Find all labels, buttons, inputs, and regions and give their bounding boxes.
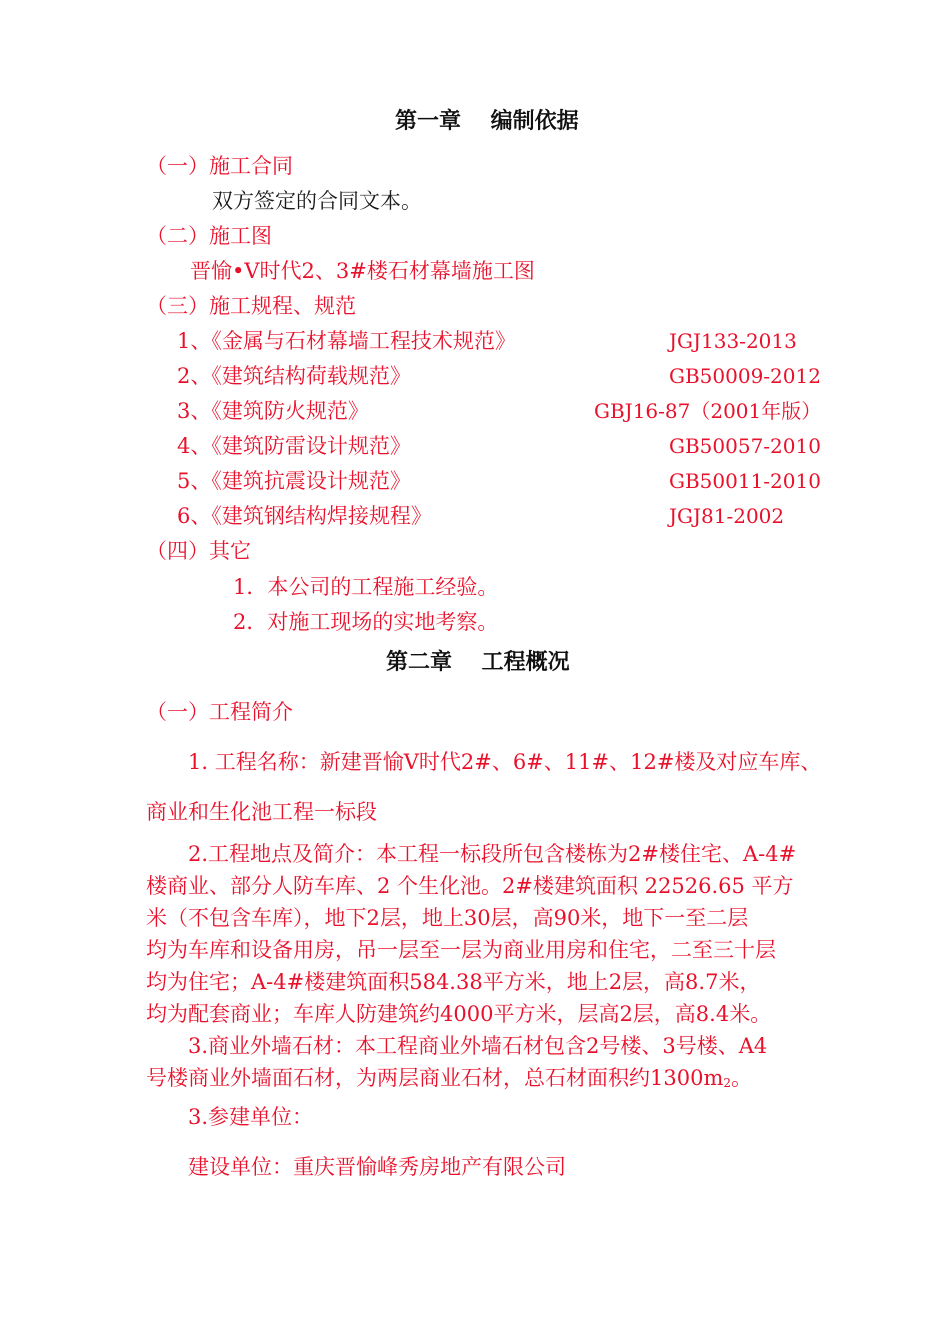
stone-line-text: 号楼商业外墙面石材，为两层商业石材，总石材面积约1300m	[146, 1066, 724, 1090]
standard-code: JGJ81-2002	[669, 504, 785, 528]
chapter-2-title: 第二章 工程概况	[386, 649, 570, 675]
standard-code: GB50057-2010	[669, 434, 821, 458]
standard-code: GB50009-2012	[669, 364, 821, 388]
other-item: 1．本公司的工程施工经验。	[233, 575, 499, 599]
standard-name: 2、《建筑结构荷载规范》	[177, 364, 411, 388]
section-1-body: 双方签定的合同文本。	[212, 189, 422, 213]
stone-line-end: 。	[731, 1066, 752, 1090]
standard-name: 6、《建筑钢结构焊接规程》	[177, 504, 432, 528]
section-1-heading: （一）施工合同	[146, 154, 293, 178]
standard-name: 3、《建筑防火规范》	[177, 399, 369, 423]
section-4-heading: （四）其它	[146, 539, 251, 563]
stone-line: 3.商业外墙石材：本工程商业外墙石材包含2号楼、3号楼、A4	[188, 1034, 768, 1058]
project-location-line: 米（不包含车库），地下2层，地上30层，高90米，地下一至二层	[146, 906, 749, 930]
standard-code: GBJ16-87（2001年版）	[594, 399, 822, 423]
standard-name: 1、《金属与石材幕墙工程技术规范》	[177, 329, 516, 353]
section-3-heading: （三）施工规程、规范	[146, 294, 356, 318]
section-2-heading: （二）施工图	[146, 224, 272, 248]
section-2-body: 晋愉•V时代2、3#楼石材幕墙施工图	[190, 259, 535, 283]
developer-line: 建设单位：重庆晋愉峰秀房地产有限公司	[188, 1155, 566, 1179]
project-location-line: 均为配套商业；车库人防建筑约4000平方米，层高2层，高8.4米。	[146, 1002, 772, 1026]
project-intro-heading: （一）工程简介	[146, 700, 293, 724]
standard-name: 5、《建筑抗震设计规范》	[177, 469, 411, 493]
superscript: 2	[723, 1076, 731, 1090]
project-name-line: 商业和生化池工程一标段	[146, 800, 377, 824]
project-location-line: 楼商业、部分人防车库、2 个生化池。2#楼建筑面积 22526.65 平方	[146, 874, 794, 898]
project-location-line: 2.工程地点及简介：本工程一标段所包含楼栋为2#楼住宅、A-4#	[188, 842, 797, 866]
stone-line	[146, 1064, 752, 1097]
project-name-line: 1. 工程名称：新建晋愉V时代2#、6#、11#、12#楼及对应车库、	[188, 750, 822, 774]
other-item: 2．对施工现场的实地考察。	[233, 610, 499, 634]
standard-code: GB50011-2010	[669, 469, 821, 493]
participants-heading: 3.参建单位：	[188, 1105, 314, 1129]
standard-code: JGJ133-2013	[669, 329, 797, 353]
chapter-1-title: 第一章 编制依据	[395, 108, 579, 134]
project-location-line: 均为车库和设备用房，吊一层至一层为商业用房和住宅，二至三十层	[146, 938, 776, 962]
project-location-line: 均为住宅；A-4#楼建筑面积584.38平方米，地上2层，高8.7米，	[146, 970, 761, 994]
standard-name: 4、《建筑防雷设计规范》	[177, 434, 411, 458]
